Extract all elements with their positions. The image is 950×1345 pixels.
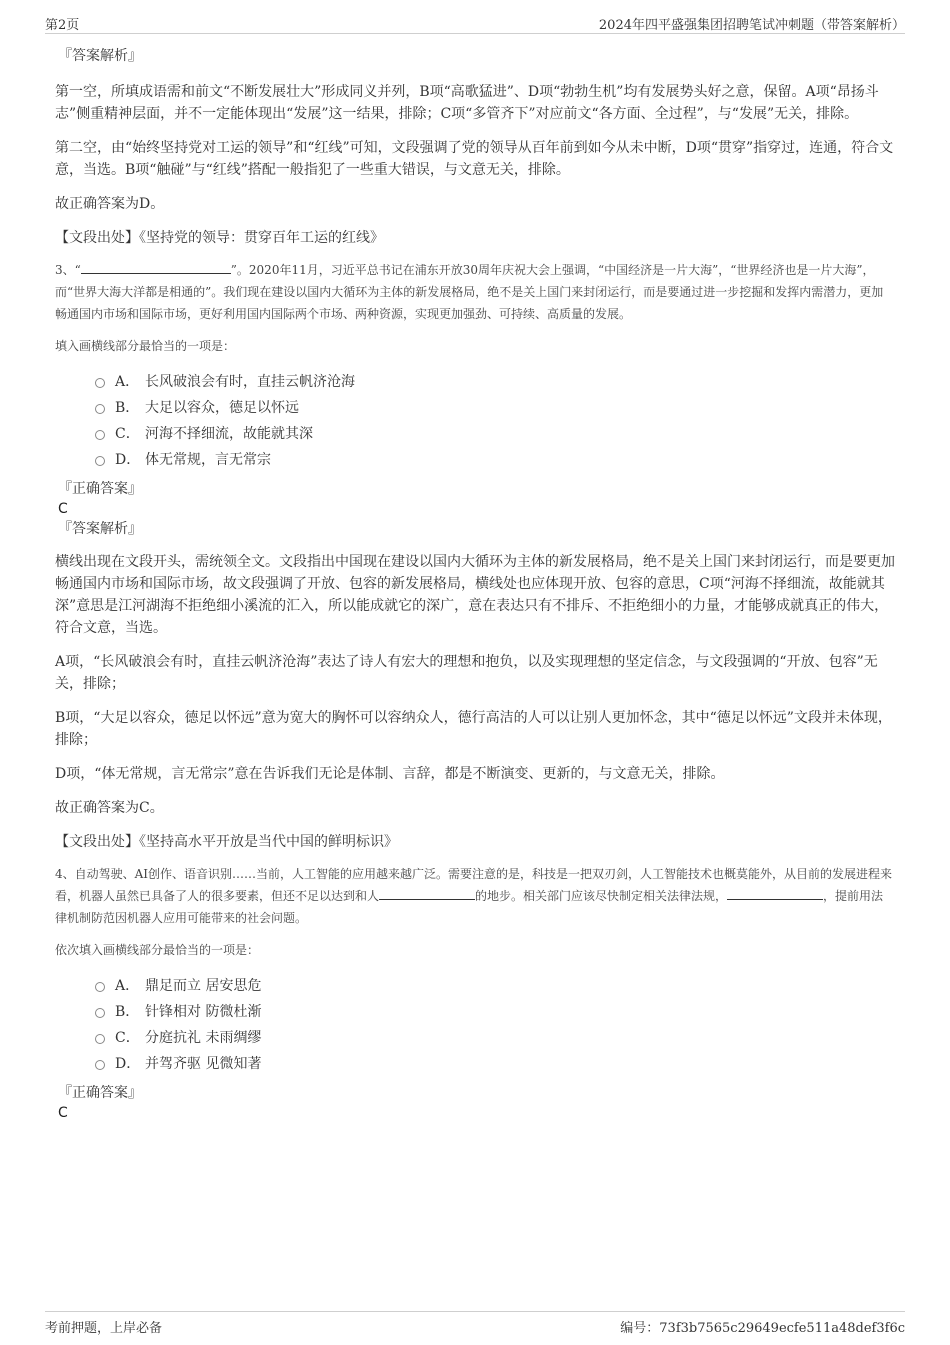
q4-options xyxy=(95,973,895,1077)
correct-answer-tag: 『正确答案』 xyxy=(58,1085,142,1101)
correct-answer-tag: 『正确答案』 xyxy=(58,481,142,497)
option-text: 大足以容众，德足以怀远 xyxy=(145,400,299,416)
radio-button-icon[interactable] xyxy=(95,378,105,388)
q2-source: 【文段出处】《坚持党的领导：贯穿百年工运的红线》 xyxy=(55,230,384,246)
q4-blank-2 xyxy=(727,886,823,900)
q3-stem-text: ”。2020年11月，习近平总书记在浦东开放30周年庆祝大会上强调，“中国经济是一片大海”，“世界经济也是一片大海”，而“世界大海大洋都是相通的”。我们现在建设以国内大循环为主体的新发展格局，绝不是关上国门来封闭运行，而是要通过进一步挖掘和发挥内需潜力，更加畅通国内市场和国际市场，更好利用国内国际两个市场、两种资源，实现更加强劲、可持续、高质量的发展。 xyxy=(55,263,884,321)
option-letter: A． xyxy=(115,978,140,994)
q3-correct-answer: C xyxy=(58,501,68,517)
option-text: 长风破浪会有时，直挂云帆济沧海 xyxy=(145,374,355,390)
q4-prompt: 依次填入画横线部分最恰当的一项是： xyxy=(55,943,260,957)
q3-option-b[interactable] xyxy=(95,395,895,421)
q2-analysis-paragraph-1: 第一空，所填成语需和前文“不断发展壮大”形成同义并列，B项“高歌猛进”、D项“勃勃生机”均有发展势头好之意，保留。A项“昂扬斗志”侧重精神层面，并不一定能体现出“发展”这一结果，排除；C项“多管齐下”对应前文“各方面、全过程”，与“发展”无关，排除。 xyxy=(55,84,879,122)
radio-button-icon[interactable] xyxy=(95,430,105,440)
answer-analysis-tag: 『答案解析』 xyxy=(58,48,142,64)
q4-stem xyxy=(55,863,895,929)
q4-stem-part-2: 的地步。相关部门应该尽快制定相关法律法规， xyxy=(475,889,728,903)
option-letter: C． xyxy=(115,426,140,442)
answer-analysis-tag: 『答案解析』 xyxy=(58,521,142,537)
option-letter: B． xyxy=(115,400,140,416)
page-footer xyxy=(45,1311,905,1337)
document-id: 编号：73f3b7565c29649ecfe511a48def3f6c xyxy=(620,1321,905,1336)
option-text: 并驾齐驱 见微知著 xyxy=(145,1056,262,1072)
radio-button-icon[interactable] xyxy=(95,456,105,466)
q4-option-d[interactable] xyxy=(95,1051,895,1077)
q3-options xyxy=(95,369,895,473)
footer-slogan: 考前押题，上岸必备 xyxy=(45,1321,163,1336)
q4-option-b[interactable] xyxy=(95,999,895,1025)
q3-source: 【文段出处】《坚持高水平开放是当代中国的鲜明标识》 xyxy=(55,834,398,850)
option-letter: B． xyxy=(115,1004,140,1020)
q3-blank xyxy=(81,260,231,274)
q3-option-d[interactable] xyxy=(95,447,895,473)
option-text: 鼎足而立 居安思危 xyxy=(145,978,262,994)
q3-conclusion: 故正确答案为C。 xyxy=(55,800,164,816)
page-header xyxy=(45,12,905,34)
radio-button-icon[interactable] xyxy=(95,1034,105,1044)
q4-option-c[interactable] xyxy=(95,1025,895,1051)
q4-correct-answer: C xyxy=(58,1105,68,1121)
q3-analysis-paragraph-2: A项，“长风破浪会有时，直挂云帆济沧海”表达了诗人有宏大的理想和抱负，以及实现理想的坚定信念，与文段强调的“开放、包容”无关，排除； xyxy=(55,654,878,692)
option-text: 针锋相对 防微杜渐 xyxy=(145,1004,262,1020)
q3-analysis-paragraph-3: B项，“大足以容众，德足以怀远”意为宽大的胸怀可以容纳众人，德行高洁的人可以让别人更加怀念，其中“德足以怀远”文段并未体现，排除； xyxy=(55,710,892,748)
radio-button-icon[interactable] xyxy=(95,1008,105,1018)
radio-button-icon[interactable] xyxy=(95,1060,105,1070)
q2-conclusion: 故正确答案为D。 xyxy=(55,196,165,212)
q3-prefix: 3、“ xyxy=(55,263,81,277)
q4-option-a[interactable] xyxy=(95,973,895,999)
q3-prompt: 填入画横线部分最恰当的一项是： xyxy=(55,339,236,353)
q4-stem-part-1: 4、自动驾驶、AI创作、语音识别……当前，人工智能的应用越来越广泛。需要注意的是，科技是一把双刃剑，人工智能技术也概莫能外，从目前的发展进程来看，机器人虽然已具备了人的很多要素，但还不足以达到和人 xyxy=(55,867,893,903)
q3-stem xyxy=(55,259,895,325)
q2-analysis-paragraph-2: 第二空，由“始终坚持党对工运的领导”和“红线”可知，文段强调了党的领导从百年前到如今从未中断，D项“贯穿”指穿过，连通，符合文意，当选。B项“触碰”与“红线”搭配一般指犯了一些重大错误，与文意无关，排除。 xyxy=(55,140,894,178)
option-letter: D． xyxy=(115,452,141,468)
q4-blank-1 xyxy=(379,886,475,900)
document-title: 2024年四平盛强集团招聘笔试冲刺题（带答案解析） xyxy=(598,18,905,33)
q4-stem-part-3: ，提前用法律机制防范因机器人应用可能带来的社会问题。 xyxy=(55,889,884,925)
q3-option-c[interactable] xyxy=(95,421,895,447)
option-letter: C． xyxy=(115,1030,140,1046)
page-content xyxy=(55,44,895,1123)
radio-button-icon[interactable] xyxy=(95,982,105,992)
option-letter: D． xyxy=(115,1056,141,1072)
radio-button-icon[interactable] xyxy=(95,404,105,414)
option-text: 河海不择细流，故能就其深 xyxy=(145,426,313,442)
q3-option-a[interactable] xyxy=(95,369,895,395)
option-text: 分庭抗礼 未雨绸缪 xyxy=(145,1030,262,1046)
option-text: 体无常规，言无常宗 xyxy=(145,452,271,468)
q3-analysis-paragraph-1: 横线出现在文段开头，需统领全文。文段指出中国现在建设以国内大循环为主体的新发展格局，绝不是关上国门来封闭运行，而是要更加畅通国内市场和国际市场，故文段强调了开放、包容的新发展格局，横线处也应体现开放、包容的意思，C项“河海不择细流，故能就其深”意思是江河湖海不拒绝细小溪流的汇入，所以能成就它的深广，意在表达只有不排斥、不拒绝细小的力量，才能够成就真正的伟大，符合文意，当选。 xyxy=(55,554,895,636)
option-letter: A． xyxy=(115,374,140,390)
page-number: 第2页 xyxy=(45,18,80,33)
q3-analysis-paragraph-4: D项，“体无常规，言无常宗”意在告诉我们无论是体制、言辞，都是不断演变、更新的，与文意无关，排除。 xyxy=(55,766,725,782)
